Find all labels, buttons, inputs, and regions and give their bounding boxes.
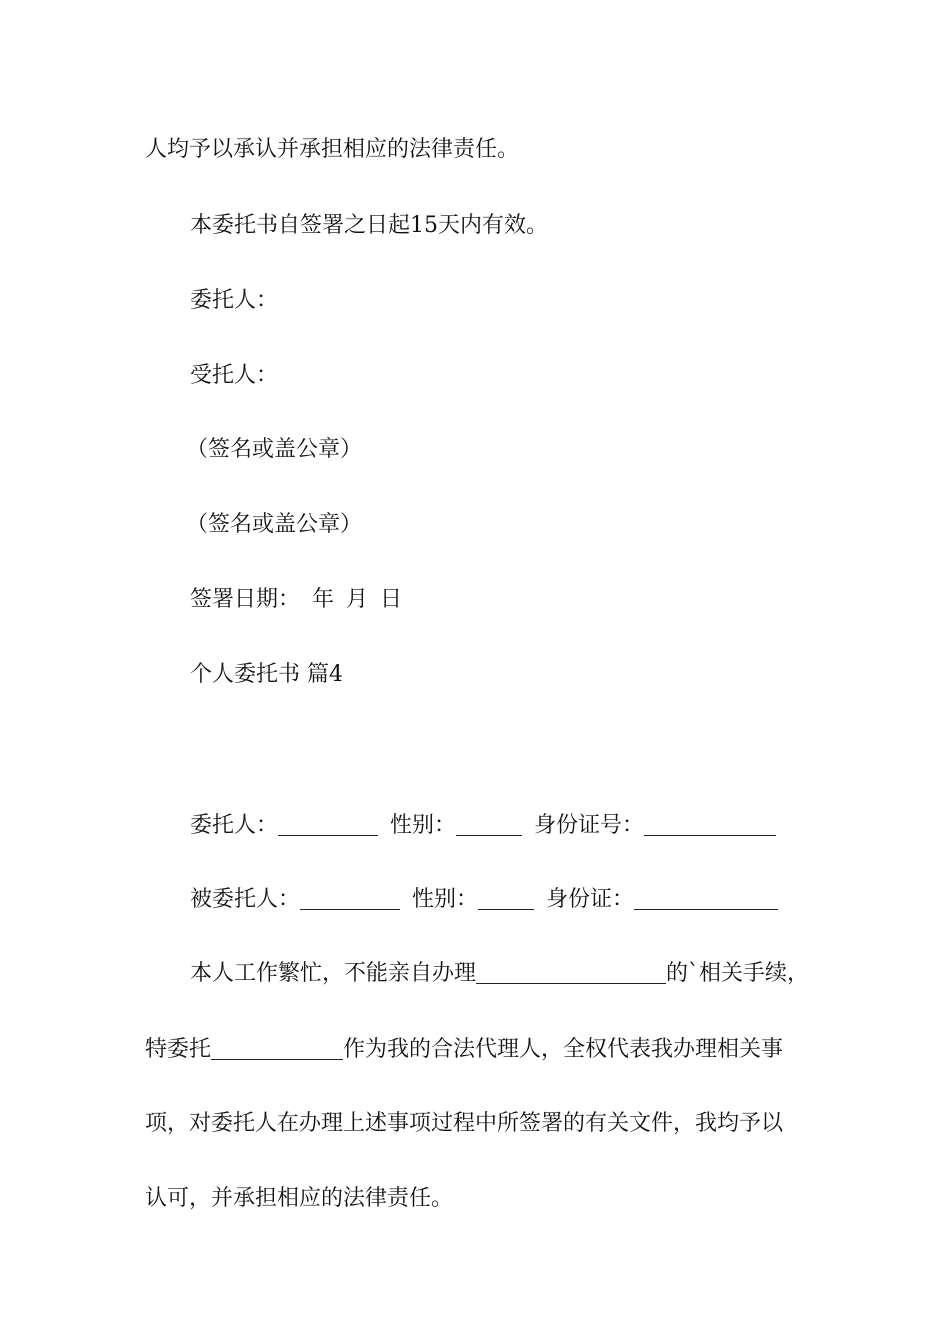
principal-label: 委托人： [190,288,279,313]
date-day: 日 [380,587,403,612]
principal-gender-label: 性别： [390,813,457,838]
agent-info-row [190,886,778,914]
date-month: 月 [346,587,369,612]
body-paragraph-line [145,1036,783,1064]
agent-name-label: 被委托人： [190,887,301,912]
principal-gender-blank [456,813,522,836]
sign-date-label: 签署日期： [190,587,301,612]
signature-note: （签名或盖公章） [186,512,363,537]
agent-name-blank [300,887,400,910]
representative-blank [211,1037,343,1060]
matter-blank [476,961,666,984]
agent-label: 受托人： [190,363,279,388]
signature-note: （签名或盖公章） [186,437,363,462]
principal-id-blank [644,813,776,836]
agent-gender-blank [478,887,534,910]
section-title: 个人委托书 篇4 [190,662,343,687]
principal-name-blank [278,813,378,836]
paragraph-text: 本人工作繁忙，不能亲自办理 [190,961,477,986]
body-paragraph-line: 认可，并承担相应的法律责任。 [145,1186,454,1211]
paragraph-text: 的`相关手续， [666,961,810,986]
paragraph-text: 作为我的合法代理人，全权代表我办理相关事 [343,1037,784,1062]
paragraph-line: 人均予以承认并承担相应的法律责任。 [145,137,520,162]
principal-id-label: 身份证号： [534,813,645,838]
principal-name-label: 委托人： [190,813,279,838]
agent-id-blank [634,887,778,910]
agent-gender-label: 性别： [412,887,479,912]
principal-info-row [190,812,776,840]
body-paragraph-line [190,960,809,988]
validity-clause: 本委托书自签署之日起15天内有效。 [190,213,548,238]
paragraph-text: 特委托 [145,1037,212,1062]
body-paragraph-line: 项，对委托人在办理上述事项过程中所签署的有关文件，我均予以 [145,1111,784,1136]
sign-date-line [190,586,402,614]
agent-id-label: 身份证： [546,887,635,912]
date-year: 年 [312,587,335,612]
